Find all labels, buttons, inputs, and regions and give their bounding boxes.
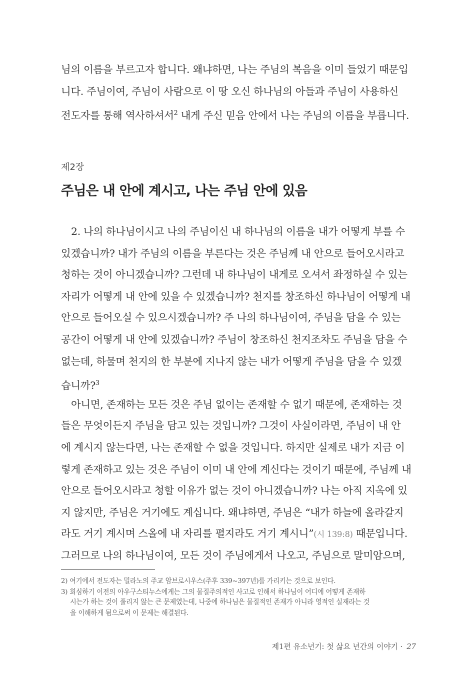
- text-line: 아니면, 존재하는 모든 것은 주님 없이는 존재할 수 없기 때문에, 존재하는 것: [71, 399, 402, 411]
- footnote-continuation: 을 이해하게 됨으로써 이 문제는 해결된다.: [70, 608, 189, 617]
- bible-reference: (시 139:8): [313, 529, 353, 540]
- text-line: 렇게 존재하고 있는 것은 주님이 이미 내 안에 계신다는 것이기 때문에, 주님께 내: [61, 464, 412, 476]
- chapter-title: 주님은 내 안에 계시고, 나는 주님 안에 있음: [61, 184, 308, 199]
- text-span: 때문입니다.: [352, 529, 408, 541]
- text-line: 없는데, 하물며 천지의 한 부분에 지나지 않는 내가 어떻게 주님을 담을 수 있겠: [61, 356, 402, 368]
- text-line: [61, 524, 417, 546]
- text-line: 공간이 어떻게 내 안에 있겠습니까? 주님이 창조하신 천지조차도 주님을 담을 수: [61, 334, 408, 346]
- chapter-body: [61, 222, 417, 568]
- text-line: 에 계시지 않는다면, 나는 존재할 수 없을 것입니다. 하지만 실제로 내가 지금 이: [61, 442, 405, 454]
- text-line: 있겠습니까? 내가 주님의 이름을 부른다는 것은 주님께 내 안으로 들어오시라고: [61, 248, 405, 260]
- text-span: 내게 주신 믿음 안에서 나는 주님의 이름을 부릅니다.: [177, 111, 410, 123]
- text-line: 청하는 것이 아니겠습니까? 그런데 내 하나님이 내게로 오셔서 좌정하실 수 있는: [61, 270, 408, 282]
- chapter-label: 제2장: [61, 163, 85, 173]
- footnote-divider: [61, 569, 155, 570]
- text-line: 자리가 어떻게 내 안에 있을 수 있겠습니까? 천지를 창조하신 하나님이 어떻게 내: [61, 291, 411, 303]
- paragraph: [61, 395, 417, 568]
- page-number: 27: [406, 642, 416, 651]
- page-footer: [272, 641, 416, 652]
- intro-paragraph: [61, 60, 417, 125]
- text-line: [61, 103, 417, 125]
- text-span: 습니까?: [61, 381, 96, 393]
- footnote: 3) 회심하기 이전의 아우구스티누스에게는 그의 물질주의적인 사고로 인해서 하나님이 어디에 어떻게 존재하: [61, 587, 366, 596]
- text-line: 2. 나의 하나님이시고 나의 주님이신 내 하나님의 이름을 내가 어떻게 부를 수: [71, 227, 406, 238]
- text-line: 니다. 주님이여, 주님이 사람으로 이 땅 오신 하나님의 아들과 주님이 사용하신: [61, 86, 399, 98]
- footnote: 2) 여기에서 전도자는 밀라노의 주교 암브로시우스(주후 339~397년)를 가리키는 것으로 보인다.: [61, 577, 336, 585]
- text-line: 안으로 들어오시라고 청할 이유가 없는 것이 아니겠습니까? 나는 아직 지옥에 있: [61, 486, 408, 498]
- text-line: [61, 373, 417, 395]
- text-line: 지 않지만, 주님은 거기에도 계십니다. 왜냐하면, 주님은 “내가 하늘에 올라갈지: [61, 507, 404, 519]
- footnote-marker: 3: [95, 379, 100, 388]
- text-line: 그러므로 나의 하나님이여, 모든 것이 주님에게서 나오고, 주님으로 말미암으며,: [61, 550, 406, 562]
- text-span: 전도자를 통해 역사하셔서: [61, 111, 174, 123]
- footnote-continuation: 시는가 하는 것이 풀리지 않는 큰 문제였는데, 나중에 하나님은 물질적인 존재가 아니라 영적인 실재라는 것: [70, 598, 370, 606]
- text-span: 라도 거기 계시며 스올에 내 자리를 펼지라도 거기 계시니”: [61, 529, 314, 541]
- paragraph: [61, 222, 417, 395]
- footnote-marker: 2: [173, 109, 178, 118]
- text-line: 님의 이름을 부르고자 합니다. 왜냐하면, 나는 주님의 복음을 이미 들었기 때문입: [61, 65, 409, 76]
- text-line: 안으로 들어오실 수 있으시겠습니까? 주 나의 하나님이여, 주님을 담을 수 있는: [61, 313, 401, 325]
- footnotes: [61, 576, 417, 618]
- text-line: 들은 무엇이든지 주님을 담고 있는 것입니까? 그것이 사실이라면, 주님이 내 안: [61, 421, 401, 433]
- running-footer-title: 제1편 유소년기: 첫 삶요 년간의 이야기 ·: [271, 642, 403, 651]
